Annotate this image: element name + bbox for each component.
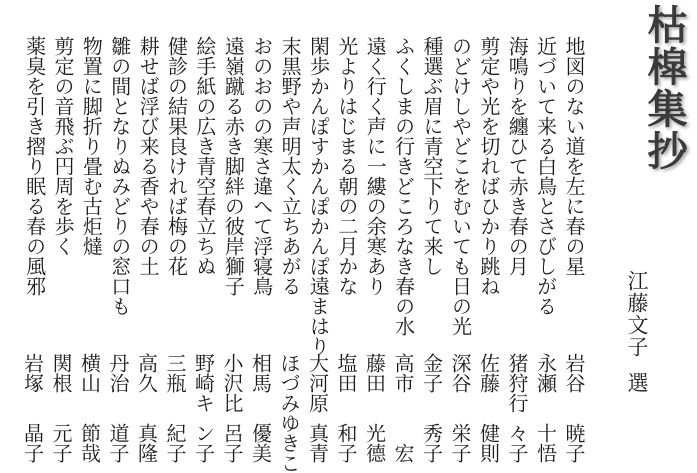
- author-given-name: 宏: [391, 443, 415, 463]
- haiku-line: 閑歩かんぽすかんぽかんぽ遠まはり: [306, 36, 331, 356]
- haiku-line: 地図のない道を左に春の星: [562, 36, 586, 276]
- haiku-line: 剪定の音飛ぶ円周を歩く: [50, 36, 75, 256]
- haiku-line: 遠く行く声に一縷の余寒あり: [363, 36, 388, 296]
- author-name: [303, 353, 332, 463]
- author-surname: 関根: [49, 353, 73, 393]
- author-surname: 三瓶: [163, 353, 187, 393]
- author-surname: 猪狩行: [505, 353, 529, 413]
- author-name: [332, 353, 361, 463]
- author-given-name: 々子: [505, 423, 529, 463]
- author-given-name: ゆきこ: [277, 413, 301, 473]
- author-given-name: 真隆: [134, 423, 159, 463]
- author-surname: 永瀬: [533, 353, 558, 393]
- selector-name: 江藤文子: [625, 270, 649, 358]
- author-given-name: ン子: [191, 423, 216, 463]
- haiku-line: 薬臭を引き摺り眠る春の風邪: [22, 36, 47, 296]
- author-surname: 深谷: [448, 353, 472, 393]
- author-surname: 岩塚: [20, 353, 45, 393]
- author-given-name: 真青: [305, 423, 330, 463]
- author-given-name: 十悟: [533, 423, 558, 463]
- author-surname: ほづみ: [277, 353, 301, 413]
- author-name: [389, 353, 418, 463]
- haiku-line: 海鳴りを纏ひて赤き春の月: [505, 36, 530, 276]
- author-name: [360, 353, 389, 463]
- haiku-line: 耕せば浮び来る香や春の土: [136, 36, 161, 276]
- author-surname: 大河原: [305, 353, 330, 413]
- author-surname: 高久: [134, 353, 159, 393]
- author-name: [560, 353, 589, 463]
- author-given-name: 道子: [106, 423, 130, 463]
- author-name: [417, 353, 446, 463]
- author-surname: 高市: [391, 353, 415, 393]
- anthology-title: 枯槹集抄: [641, 4, 688, 172]
- haiku-line: ふくしまの行きどころなき春の水: [391, 36, 416, 336]
- author-surname: 横山: [77, 353, 102, 393]
- author-surname: 野崎キ: [191, 353, 216, 413]
- author-surname: 岩谷: [562, 353, 586, 393]
- selector-mark: 選: [625, 372, 649, 394]
- selector-credit: [622, 270, 652, 394]
- haiku-line: 物置に脚折り畳む古炬燵: [79, 36, 104, 256]
- haiku-line: 近づいて来る白鳥とさびしがる: [533, 36, 558, 316]
- author-name: [132, 353, 161, 463]
- author-given-name: 栄子: [448, 423, 472, 463]
- haiku-line: 剪定や光を切ればひかり跳ね: [476, 36, 501, 296]
- author-name: [275, 353, 304, 473]
- author-surname: 藤田: [362, 353, 387, 393]
- author-given-name: 晶子: [20, 423, 45, 463]
- author-surname: 丹治: [106, 353, 130, 393]
- haiku-line: 絵手紙の広き青空春立ちぬ: [192, 36, 217, 276]
- author-given-name: 優美: [248, 423, 273, 463]
- author-given-name: 和子: [334, 423, 358, 463]
- author-name: [189, 353, 218, 463]
- author-name: [47, 353, 76, 463]
- haiku-line: 健診の結果良ければ梅の花: [164, 36, 189, 276]
- author-given-name: 紀子: [163, 423, 187, 463]
- author-given-name: 元子: [49, 423, 73, 463]
- haiku-line: 雛の間となりぬみどりの窓口も: [107, 36, 132, 316]
- author-given-name: 節哉: [77, 423, 102, 463]
- author-surname: 金子: [419, 353, 444, 393]
- haiku-line: のどけしやどこをむいても日の光: [448, 36, 473, 336]
- author-list: [18, 353, 588, 473]
- author-name: [503, 353, 532, 463]
- author-name: [75, 353, 104, 463]
- author-given-name: 呂子: [220, 423, 244, 463]
- haiku-line: 末黒野や声明太く立ちあがる: [278, 36, 303, 296]
- author-name: [161, 353, 190, 463]
- author-surname: 小沢比: [220, 353, 244, 413]
- author-name: [531, 353, 560, 463]
- author-given-name: 健則: [476, 423, 501, 463]
- haiku-line: 種選ぶ眉に青空下りて来し: [420, 36, 445, 276]
- haiku-line: 光よりはじまる朝の二月かな: [334, 36, 359, 296]
- haiku-line: おのおのの寒さ違へて浮寝鳥: [249, 36, 274, 296]
- author-given-name: 秀子: [419, 423, 444, 463]
- author-name: [474, 353, 503, 463]
- author-name: [246, 353, 275, 463]
- haiku-list: [18, 36, 588, 356]
- author-given-name: 暁子: [562, 423, 586, 463]
- author-surname: 佐藤: [476, 353, 501, 393]
- author-name: [18, 353, 47, 463]
- haiku-line: 遠嶺蹴る赤き脚絆の彼岸獅子: [221, 36, 246, 296]
- author-name: [446, 353, 475, 463]
- author-name: [218, 353, 247, 463]
- author-surname: 相馬: [248, 353, 273, 393]
- author-surname: 塩田: [334, 353, 358, 393]
- author-given-name: 光德: [362, 423, 387, 463]
- author-name: [104, 353, 133, 463]
